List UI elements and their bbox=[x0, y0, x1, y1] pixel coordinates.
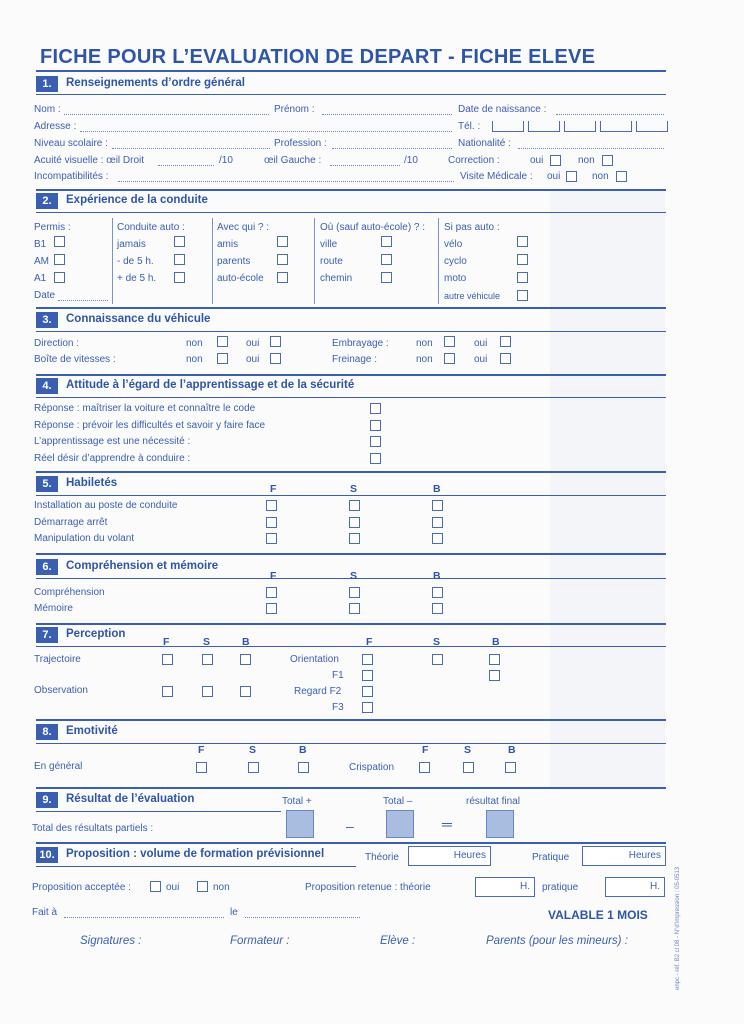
amis-checkbox[interactable] bbox=[277, 236, 288, 247]
orientation-s-checkbox[interactable] bbox=[432, 654, 443, 665]
f1-checkbox[interactable] bbox=[362, 670, 373, 681]
comprehension-s-checkbox[interactable] bbox=[349, 587, 360, 598]
col-b-header: B bbox=[242, 636, 250, 648]
avecqui-label: Avec qui ? : bbox=[217, 222, 270, 233]
adresse-field[interactable] bbox=[80, 131, 452, 132]
memoire-s-checkbox[interactable] bbox=[349, 603, 360, 614]
section-9-number: 9. bbox=[36, 792, 58, 808]
conduite-label: Conduite auto : bbox=[117, 222, 185, 233]
attitude-r4-label: Réel désir d’apprendre à conduire : bbox=[34, 453, 191, 464]
embrayage-label: Embrayage : bbox=[332, 338, 389, 349]
section-2-title: Expérience de la conduite bbox=[66, 194, 208, 206]
ville-checkbox[interactable] bbox=[381, 236, 392, 247]
amis-label: amis bbox=[217, 239, 239, 250]
trajectoire-s-checkbox[interactable] bbox=[202, 654, 213, 665]
visite-non-checkbox[interactable] bbox=[616, 171, 627, 182]
attitude-r3-checkbox[interactable] bbox=[370, 436, 381, 447]
habilete-r3-s-checkbox[interactable] bbox=[349, 533, 360, 544]
permis-am-checkbox[interactable] bbox=[54, 254, 65, 265]
autoecole-checkbox[interactable] bbox=[277, 272, 288, 283]
incompat-label: Incompatibilités : bbox=[34, 171, 109, 182]
moto-checkbox[interactable] bbox=[517, 272, 528, 283]
col-divider bbox=[212, 218, 213, 304]
minus-sign: – bbox=[346, 818, 354, 834]
col-b-header: B bbox=[508, 744, 516, 756]
oeil-gauche-label: œil Gauche : bbox=[264, 155, 322, 166]
col-s-header: S bbox=[433, 636, 441, 648]
autre-checkbox[interactable] bbox=[517, 290, 528, 301]
section-3-title: Connaissance du véhicule bbox=[66, 313, 211, 325]
ou-label: Où (sauf auto-école) ? : bbox=[320, 222, 426, 233]
orientation-b-checkbox[interactable] bbox=[489, 654, 500, 665]
f3-label: F3 bbox=[332, 702, 344, 713]
direction-oui-checkbox[interactable] bbox=[270, 336, 281, 347]
tel-box-2[interactable] bbox=[528, 121, 560, 132]
acceptee-oui-label: oui bbox=[166, 882, 180, 893]
naissance-field[interactable] bbox=[556, 114, 664, 115]
section-2-number: 2. bbox=[36, 193, 58, 209]
velo-label: vélo bbox=[444, 239, 463, 250]
habilete-r2-label: Démarrage arrêt bbox=[34, 517, 108, 528]
col-s-header: S bbox=[464, 744, 472, 756]
equals-sign: ═ bbox=[442, 816, 452, 832]
section-5-top-rule bbox=[36, 471, 666, 473]
f1-b-checkbox[interactable] bbox=[489, 670, 500, 681]
trajectoire-label: Trajectoire bbox=[34, 654, 81, 665]
permis-a1-checkbox[interactable] bbox=[54, 272, 65, 283]
section-4-number: 4. bbox=[36, 378, 58, 394]
col-divider bbox=[438, 218, 439, 304]
section-1-number: 1. bbox=[36, 76, 58, 92]
visite-oui-label: oui bbox=[547, 171, 561, 182]
col-f-header: F bbox=[270, 483, 277, 495]
permis-b1-label: B1 bbox=[34, 239, 47, 250]
freinage-non-checkbox[interactable] bbox=[444, 353, 455, 364]
section-10-top-rule bbox=[36, 842, 666, 844]
memoire-f-checkbox[interactable] bbox=[266, 603, 277, 614]
faita-label: Fait à bbox=[32, 907, 58, 918]
crispation-f-checkbox[interactable] bbox=[419, 762, 430, 773]
partiels-label: Total des résultats partiels : bbox=[32, 823, 154, 834]
parents-sign-label: Parents (pour les mineurs) : bbox=[486, 935, 628, 947]
section-8-title: Emotivité bbox=[66, 725, 118, 737]
habilete-r3-f-checkbox[interactable] bbox=[266, 533, 277, 544]
section-4-title: Attitude à l’égard de l’apprentissage et de la sécurité bbox=[66, 379, 355, 391]
permis-b1-checkbox[interactable] bbox=[54, 236, 65, 247]
freinage-label: Freinage : bbox=[332, 354, 378, 365]
signatures-label: Signatures : bbox=[80, 935, 142, 947]
section-6-title: Compréhension et mémoire bbox=[66, 560, 219, 572]
general-b-checkbox[interactable] bbox=[298, 762, 309, 773]
section-4-rule bbox=[36, 397, 666, 398]
section-10-title: Proposition : volume de formation prévisionnel bbox=[66, 848, 325, 860]
tel-box-3[interactable] bbox=[564, 121, 596, 132]
eleve-label: Elève : bbox=[380, 935, 416, 947]
jamais-label: jamais bbox=[117, 239, 146, 250]
general-label: En général bbox=[34, 761, 83, 772]
final-label: résultat final bbox=[466, 796, 520, 807]
prenom-label: Prénom : bbox=[274, 104, 315, 115]
col-b-header: B bbox=[299, 744, 307, 756]
permis-a1-label: A1 bbox=[34, 273, 47, 284]
col-f-header: F bbox=[422, 744, 429, 756]
tel-box-1[interactable] bbox=[492, 121, 524, 132]
attitude-r2-checkbox[interactable] bbox=[370, 420, 381, 431]
section-8-rule bbox=[36, 743, 666, 744]
section-7-number: 7. bbox=[36, 627, 58, 643]
trajectoire-f-checkbox[interactable] bbox=[162, 654, 173, 665]
col-f-header: F bbox=[366, 636, 373, 648]
habilete-r2-f-checkbox[interactable] bbox=[266, 517, 277, 528]
route-label: route bbox=[320, 256, 343, 267]
profession-label: Profession : bbox=[274, 138, 327, 149]
boite-oui-checkbox[interactable] bbox=[270, 353, 281, 364]
correction-oui-label: oui bbox=[530, 155, 544, 166]
section-9-rule bbox=[36, 811, 281, 812]
nom-field[interactable] bbox=[64, 114, 269, 115]
col-s-header: S bbox=[350, 570, 358, 582]
direction-non-checkbox[interactable] bbox=[217, 336, 228, 347]
correction-oui-checkbox[interactable] bbox=[550, 155, 561, 166]
orientation-f-checkbox[interactable] bbox=[362, 654, 373, 665]
retenue-theorie-field[interactable]: H. bbox=[475, 877, 535, 897]
le-field[interactable] bbox=[245, 917, 360, 918]
moto-label: moto bbox=[444, 273, 467, 284]
acuite-label: Acuité visuelle : œil Droit bbox=[34, 155, 145, 166]
oeil-gauche-field[interactable] bbox=[330, 165, 400, 166]
regard-label: Regard F2 bbox=[294, 686, 342, 697]
attitude-r3-label: L’apprentissage est une nécessité : bbox=[34, 436, 191, 447]
col-f-header: F bbox=[198, 744, 205, 756]
orientation-label: Orientation bbox=[290, 654, 339, 665]
crispation-s-checkbox[interactable] bbox=[463, 762, 474, 773]
correction-label: Correction : bbox=[448, 155, 500, 166]
col-b-header: B bbox=[433, 570, 441, 582]
observation-s-checkbox[interactable] bbox=[202, 686, 213, 697]
section-7-title: Perception bbox=[66, 628, 126, 640]
autoecole-label: auto-école bbox=[217, 273, 264, 284]
visite-non-label: non bbox=[592, 171, 609, 182]
acceptee-non-checkbox[interactable] bbox=[197, 881, 208, 892]
section-2-top-rule bbox=[36, 189, 666, 191]
retenue-pratique-label: pratique bbox=[542, 882, 579, 893]
comprehension-b-checkbox[interactable] bbox=[432, 587, 443, 598]
habilete-r1-f-checkbox[interactable] bbox=[266, 500, 277, 511]
total-moins-label: Total – bbox=[383, 796, 413, 807]
oeil-gauche-unit: /10 bbox=[404, 155, 418, 166]
final-box[interactable] bbox=[486, 810, 514, 838]
retenue-pratique-field[interactable]: H. bbox=[605, 877, 665, 897]
ville-label: ville bbox=[320, 239, 338, 250]
section-1-rule bbox=[36, 94, 666, 95]
section-8-top-rule bbox=[36, 719, 666, 721]
formateur-label: Formateur : bbox=[230, 935, 290, 947]
embrayage-non-label: non bbox=[416, 338, 433, 349]
observation-label: Observation bbox=[34, 685, 88, 696]
habilete-r1-label: Installation au poste de conduite bbox=[34, 500, 178, 511]
tel-box-5[interactable] bbox=[636, 121, 668, 132]
section-9-title: Résultat de l’évaluation bbox=[66, 793, 195, 805]
section-9-top-rule bbox=[36, 787, 666, 789]
correction-non-checkbox[interactable] bbox=[602, 155, 613, 166]
general-f-checkbox[interactable] bbox=[196, 762, 207, 773]
f2-checkbox[interactable] bbox=[362, 686, 373, 697]
habilete-r1-b-checkbox[interactable] bbox=[432, 500, 443, 511]
moins5-checkbox[interactable] bbox=[174, 254, 185, 265]
plus5-checkbox[interactable] bbox=[174, 272, 185, 283]
acceptee-oui-checkbox[interactable] bbox=[150, 881, 161, 892]
theorie-label: Théorie bbox=[365, 852, 399, 863]
direction-label: Direction : bbox=[34, 338, 80, 349]
habilete-r1-s-checkbox[interactable] bbox=[349, 500, 360, 511]
oeil-droit-unit: /10 bbox=[219, 155, 233, 166]
crispation-b-checkbox[interactable] bbox=[505, 762, 516, 773]
nom-label: Nom : bbox=[34, 104, 61, 115]
embrayage-non-checkbox[interactable] bbox=[444, 336, 455, 347]
section-3-number: 3. bbox=[36, 312, 58, 328]
cyclo-label: cyclo bbox=[444, 256, 467, 267]
section-2-rule bbox=[36, 212, 666, 213]
habilete-r3-label: Manipulation du volant bbox=[34, 533, 135, 544]
col-divider bbox=[314, 218, 315, 304]
col-s-header: S bbox=[350, 483, 358, 495]
chemin-checkbox[interactable] bbox=[381, 272, 392, 283]
acceptee-label: Proposition acceptée : bbox=[32, 882, 131, 893]
chemin-label: chemin bbox=[320, 273, 353, 284]
valable-note: VALABLE 1 MOIS bbox=[548, 908, 648, 922]
visite-oui-checkbox[interactable] bbox=[566, 171, 577, 182]
comprehension-f-checkbox[interactable] bbox=[266, 587, 277, 598]
attitude-r4-checkbox[interactable] bbox=[370, 453, 381, 464]
incompat-field[interactable] bbox=[118, 181, 454, 182]
tel-box-4[interactable] bbox=[600, 121, 632, 132]
retenue-label: Proposition retenue : théorie bbox=[305, 882, 431, 893]
freinage-oui-checkbox[interactable] bbox=[500, 353, 511, 364]
section-6-number: 6. bbox=[36, 559, 58, 575]
correction-non-label: non bbox=[578, 155, 595, 166]
section-5-number: 5. bbox=[36, 476, 58, 492]
le-label: le bbox=[230, 907, 238, 918]
memoire-label: Mémoire bbox=[34, 603, 73, 614]
section-10-rule bbox=[36, 866, 356, 867]
section-10-number: 10. bbox=[36, 847, 58, 863]
boite-label: Boîte de vitesses : bbox=[34, 354, 116, 365]
habilete-r2-s-checkbox[interactable] bbox=[349, 517, 360, 528]
section-7-rule bbox=[36, 646, 666, 647]
direction-non-label: non bbox=[186, 338, 203, 349]
attitude-r2-label: Réponse : prévoir les difficultés et savoir y faire face bbox=[34, 420, 266, 431]
section-3-top-rule bbox=[36, 307, 666, 309]
col-b-header: B bbox=[492, 636, 500, 648]
comprehension-label: Compréhension bbox=[34, 587, 105, 598]
freinage-oui-label: oui bbox=[474, 354, 488, 365]
date-field[interactable] bbox=[58, 300, 108, 301]
sipas-label: Si pas auto : bbox=[444, 222, 500, 233]
observation-b-checkbox[interactable] bbox=[240, 686, 251, 697]
observation-f-checkbox[interactable] bbox=[162, 686, 173, 697]
memoire-b-checkbox[interactable] bbox=[432, 603, 443, 614]
embrayage-oui-checkbox[interactable] bbox=[500, 336, 511, 347]
print-reference: enpc - réf. B2 cl 08 - N°d’impression : 05-0513 bbox=[675, 866, 681, 990]
crispation-label: Crispation bbox=[349, 762, 395, 773]
parents-checkbox[interactable] bbox=[277, 254, 288, 265]
theorie-heures-field[interactable]: Heures bbox=[408, 846, 491, 866]
nationalite-label: Nationalité : bbox=[458, 138, 511, 149]
nationalite-field[interactable] bbox=[518, 148, 664, 149]
habilete-r3-b-checkbox[interactable] bbox=[432, 533, 443, 544]
attitude-r1-label: Réponse : maîtriser la voiture et connaître le code bbox=[34, 403, 256, 414]
acceptee-non-label: non bbox=[213, 882, 230, 893]
section-5-title: Habiletés bbox=[66, 477, 118, 489]
title-underline bbox=[36, 70, 666, 72]
col-divider bbox=[112, 218, 113, 304]
velo-checkbox[interactable] bbox=[517, 236, 528, 247]
section-1-title: Renseignements d’ordre général bbox=[66, 77, 245, 89]
naissance-label: Date de naissance : bbox=[458, 104, 547, 115]
general-s-checkbox[interactable] bbox=[248, 762, 259, 773]
jamais-checkbox[interactable] bbox=[174, 236, 185, 247]
freinage-non-label: non bbox=[416, 354, 433, 365]
col-s-header: S bbox=[203, 636, 211, 648]
col-b-header: B bbox=[433, 483, 441, 495]
pratique-heures-field[interactable]: Heures bbox=[582, 846, 666, 866]
plus5-label: + de 5 h. bbox=[117, 273, 157, 284]
route-checkbox[interactable] bbox=[381, 254, 392, 265]
oeil-droit-field[interactable] bbox=[158, 165, 214, 166]
parents-label: parents bbox=[217, 256, 251, 267]
visite-label: Visite Médicale : bbox=[460, 171, 533, 182]
niveau-label: Niveau scolaire : bbox=[34, 138, 108, 149]
col-s-header: S bbox=[249, 744, 257, 756]
embrayage-oui-label: oui bbox=[474, 338, 488, 349]
prenom-field[interactable] bbox=[322, 114, 452, 115]
adresse-label: Adresse : bbox=[34, 121, 77, 132]
section-3-rule bbox=[36, 331, 666, 332]
reverse-showthrough bbox=[550, 190, 665, 790]
col-f-header: F bbox=[270, 570, 277, 582]
profession-field[interactable] bbox=[332, 148, 452, 149]
faita-field[interactable] bbox=[64, 917, 224, 918]
boite-non-checkbox[interactable] bbox=[217, 353, 228, 364]
permis-label: Permis : bbox=[34, 222, 71, 233]
section-6-top-rule bbox=[36, 553, 666, 555]
f1-label: F1 bbox=[332, 670, 344, 681]
section-5-rule bbox=[36, 495, 666, 496]
section-8-number: 8. bbox=[36, 724, 58, 740]
total-moins-box[interactable] bbox=[386, 810, 414, 838]
cyclo-checkbox[interactable] bbox=[517, 254, 528, 265]
pratique-label: Pratique bbox=[532, 852, 570, 863]
habilete-r2-b-checkbox[interactable] bbox=[432, 517, 443, 528]
trajectoire-b-checkbox[interactable] bbox=[240, 654, 251, 665]
date-label: Date bbox=[34, 290, 56, 301]
direction-oui-label: oui bbox=[246, 338, 260, 349]
attitude-r1-checkbox[interactable] bbox=[370, 403, 381, 414]
section-4-top-rule bbox=[36, 374, 666, 376]
form-title: FICHE POUR L’EVALUATION DE DEPART - FICHE ELEVE bbox=[40, 46, 596, 68]
section-7-top-rule bbox=[36, 623, 666, 625]
boite-oui-label: oui bbox=[246, 354, 260, 365]
niveau-field[interactable] bbox=[112, 148, 270, 149]
col-f-header: F bbox=[163, 636, 170, 648]
moins5-label: - de 5 h. bbox=[117, 256, 154, 267]
total-plus-box[interactable] bbox=[286, 810, 314, 838]
autre-label: autre véhicule bbox=[444, 291, 501, 301]
tel-label: Tél. : bbox=[458, 121, 481, 132]
total-plus-label: Total + bbox=[282, 796, 312, 807]
boite-non-label: non bbox=[186, 354, 203, 365]
permis-am-label: AM bbox=[34, 256, 49, 267]
f3-checkbox[interactable] bbox=[362, 702, 373, 713]
